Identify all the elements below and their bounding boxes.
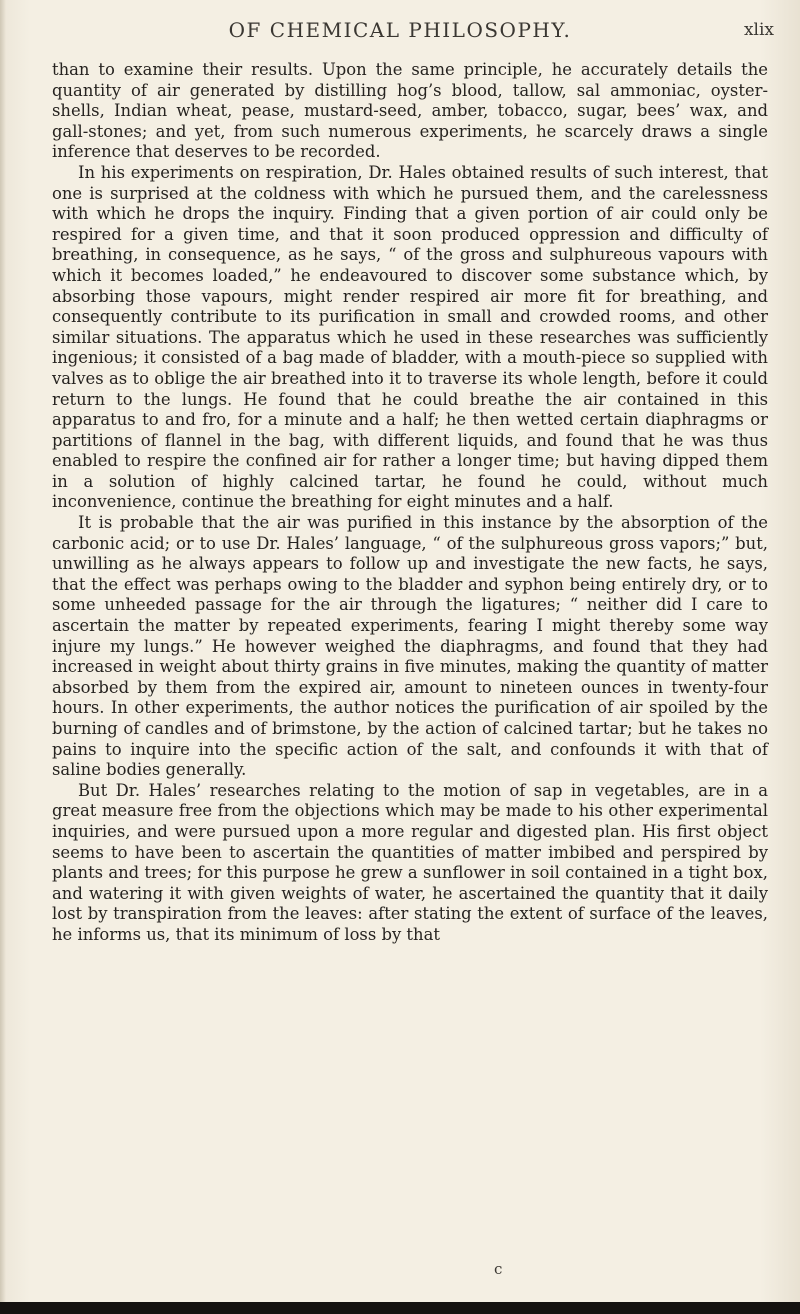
- paragraph-2: In his experiments on respiration, Dr. Hales obtained results of such interest, that one is surprised at the coldness with which he pursued them, and the carelessness with which he drops the inquiry. Finding that a given portion of air could only be respired for a given time, and that it soon produced oppression and difficulty of breathing, in consequence, as he says, “ of the gross and sulphureous vapours with which it becomes loaded,” he endeavoured to discover some substance which, by absorbing those vapours, might render respired air more fit for breathing, and consequently contribute to its purification in small and crowded rooms, and other similar situations. The apparatus which he used in these researches was sufficiently ingenious; it consisted of a bag made of bladder, with a mouth-piece so supplied with valves as to oblige the air breathed into it to traverse its whole length, before it could return to the lungs. He found that he could breathe the air contained in this apparatus to and fro, for a minute and a half; he then wetted certain diaphragms or partitions of flannel in the bag, with different liquids, and found that he was thus enabled to respire the confined air for rather a longer time; but having dipped them in a solution of highly calcined tartar, he found he could, without much inconvenience, continue the breathing for eight minutes and a half.: [52, 162, 768, 512]
- bottom-scan-edge: [0, 1302, 800, 1314]
- paragraph-4: But Dr. Hales’ researches relating to the motion of sap in vegetables, are in a great measure free from the objections which may be made to his other experimental inquiries, and were pursued upon a more regular and digested plan. His first object seems to have been to ascertain the quantities of matter imbibed and perspired by plants and trees; for this purpose he grew a sunflower in soil contained in a tight box, and watering it with given weights of water, he ascertained the quantity that it daily lost by transpiration from the leaves: after stating the extent of surface of the leaves, he informs us, that its minimum of loss by that: [52, 780, 768, 944]
- body-text: [52, 60, 768, 946]
- signature-mark: c: [494, 1260, 503, 1278]
- paragraph-3: It is probable that the air was purified in this instance by the absorption of the carbonic acid; or to use Dr. Hales’ language, “ of the sulphureous gross vapors;” but, unwilling as he always appears to follow up and investigate the new facts, he says, that the effect was perhaps owing to the bladder and syphon being entirely dry, or to some unheeded passage for the air through the ligatures; “ neither did I care to ascertain the matter by repeated experiments, fearing I might thereby some way injure my lungs.” He however weighed the diaphragms, and found that they had increased in weight about thirty grains in five minutes, making the quantity of matter absorbed by them from the expired air, amount to nineteen ounces in twenty-four hours. In other experiments, the author notices the purification of air spoiled by the burning of candles and of brimstone, by the action of calcined tartar; but he takes no pains to inquire into the specific action of the salt, and confounds it with that of saline bodies generally.: [52, 513, 768, 780]
- page-header: [0, 18, 800, 48]
- running-head: OF CHEMICAL PHILOSOPHY.: [228, 18, 572, 42]
- paragraph-1: than to examine their results. Upon the same principle, he accurately details the quantity of air generated by distilling hog’s blood, tallow, sal ammoniac, oyster-shells, Indian wheat, pease, mustard-seed, amber, tobacco, sugar, bees’ wax, and gall-stones; and yet, from such numerous experiments, he scarcely draws a single inference that deserves to be recorded.: [52, 60, 768, 162]
- page-gutter-shadow: [0, 0, 6, 1314]
- page-number: xlix: [743, 20, 774, 40]
